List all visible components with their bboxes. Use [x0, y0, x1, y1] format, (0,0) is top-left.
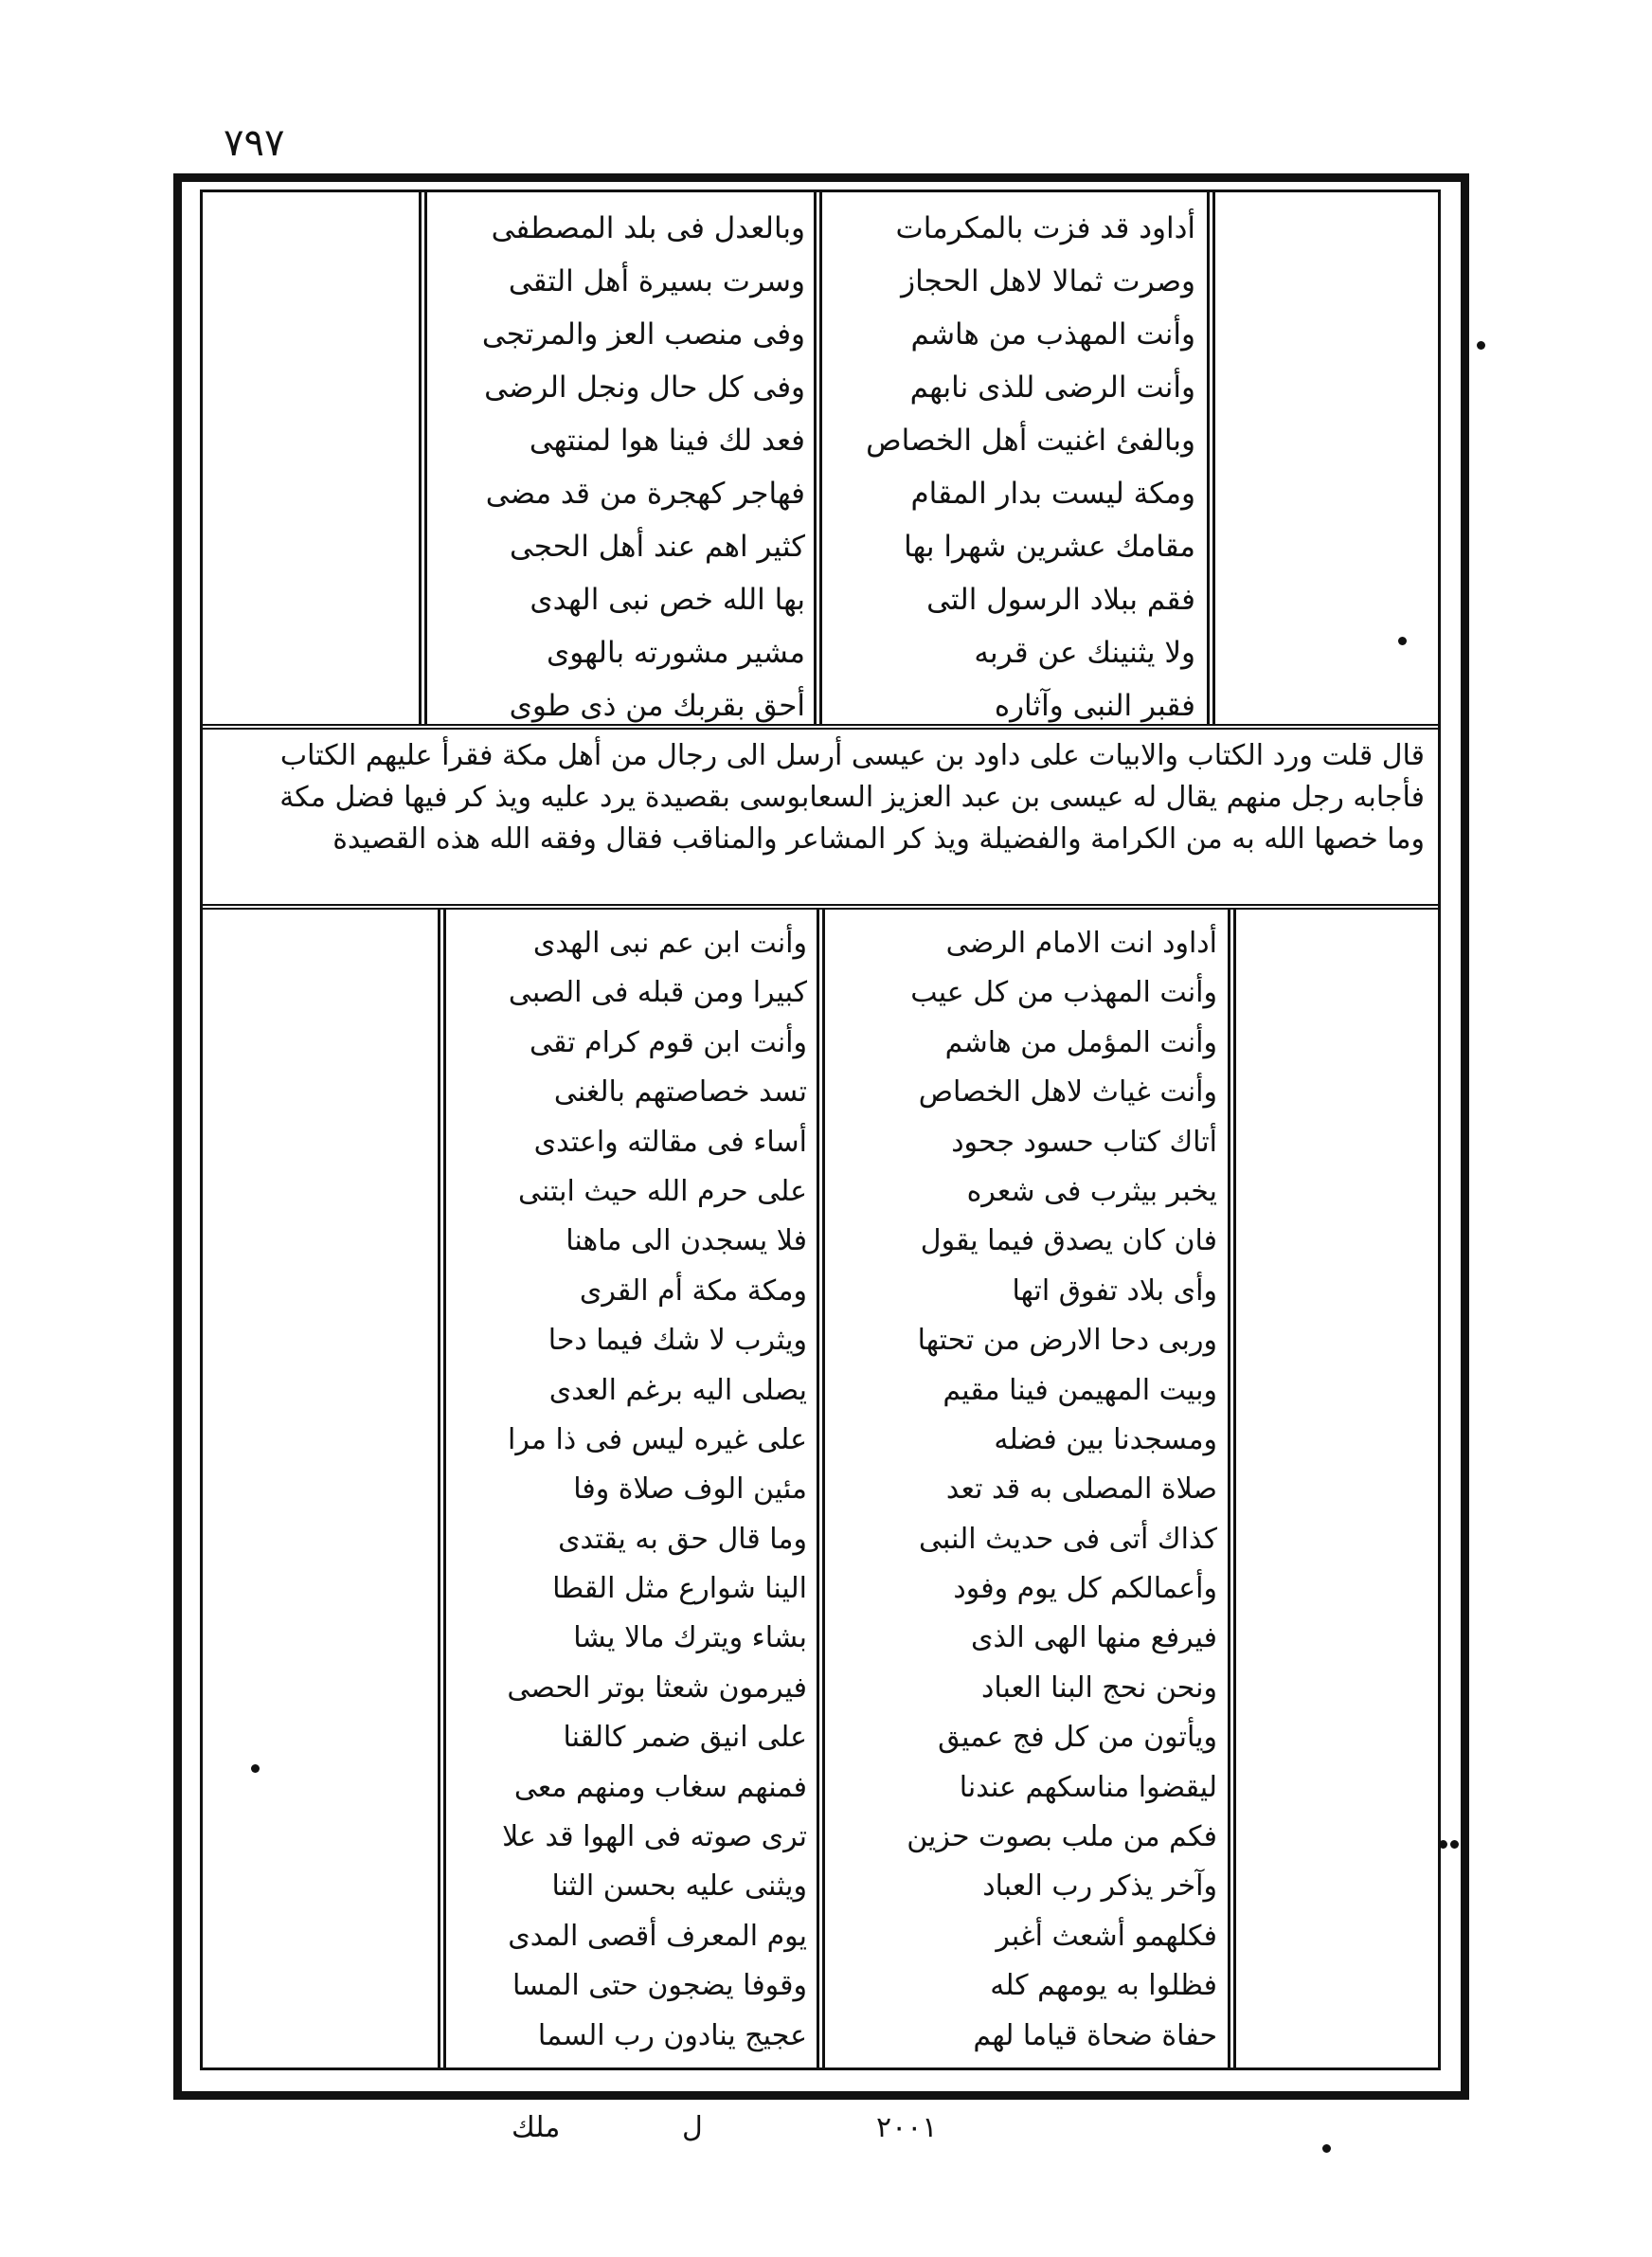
verse-line: أساء فى مقالته واعتدى: [533, 1125, 807, 1159]
verse-line: وبالفئ اغنيت أهل الخصاص: [866, 424, 1195, 458]
verse-line: ومكة ليست بدار المقام: [910, 477, 1195, 511]
top-poem-left-column: [434, 202, 805, 732]
verse-line: وأنت ابن قوم كرام تقى: [530, 1025, 807, 1059]
verse-line: ليقضوا مناسكهم عندنا: [959, 1770, 1217, 1804]
verse-line: فكلهمو أشعث أغبر: [996, 1919, 1217, 1953]
column-rule: [817, 910, 819, 2067]
scan-speck: [1439, 1840, 1447, 1849]
verse-line: عجيج ينادون رب السما: [537, 2018, 807, 2052]
intro-prose: [203, 724, 1438, 910]
verse-line: فكم من ملب بصوت حزين: [907, 1820, 1217, 1854]
prose-line: وما خصها الله به من الكرامة والفضيلة ويذ كر المشاعر والمناقب فقال وفقه الله هذه القصيدة: [332, 822, 1425, 856]
verse-line: وأنت المهذب من هاشم: [910, 317, 1195, 352]
verse-line: فقم ببلاد الرسول التى: [926, 583, 1195, 617]
verse-line: فان كان يصدق فيما يقول: [920, 1224, 1217, 1258]
column-rule: [819, 192, 822, 724]
verse-line: ونحن نحج البنا العباد: [981, 1670, 1217, 1705]
verse-line: فمنهم سغاب ومنهم معى: [513, 1770, 807, 1804]
scan-speck: [1398, 637, 1407, 645]
footer-mark: ل: [682, 2111, 703, 2144]
column-rule: [1233, 910, 1236, 2067]
page-number: ٧٩٧: [224, 121, 285, 165]
verse-line: كذاك أتى فى حديث النبى: [919, 1522, 1217, 1556]
bottom-poem-left-column: [453, 919, 807, 2061]
column-rule: [822, 910, 825, 2067]
verse-line: تسد خصاصتهم بالغنى: [553, 1075, 807, 1110]
column-rule: [1228, 910, 1230, 2067]
verse-line: على حرم الله حيث ابتنى: [518, 1174, 807, 1208]
verse-line: الينا شوارع مثل القطا: [552, 1572, 807, 1606]
verse-line: فيرفع منها الهى الذى: [971, 1621, 1217, 1655]
verse-line: مقامك عشرين شهرا بها: [904, 530, 1195, 564]
verse-line: ويثنى عليه بحسن الثنا: [551, 1869, 807, 1904]
verse-line: أتاك كتاب حسود جحود: [951, 1125, 1217, 1159]
verse-line: وأنت الرضى للذى نابهم: [909, 370, 1195, 405]
verse-line: وصرت ثمالا لاهل الحجاز: [901, 264, 1195, 298]
top-poem-right-column: [830, 202, 1195, 732]
verse-line: أداود انت الامام الرضى: [945, 927, 1217, 960]
verse-line: ويثرب لا شك فيما دحا: [548, 1324, 807, 1358]
verse-line: وآخر يذكر رب العباد: [982, 1869, 1217, 1904]
column-rule: [443, 910, 446, 2067]
verse-line: وبيت المهيمن فينا مقيم: [943, 1373, 1217, 1407]
scan-speck: [251, 1764, 260, 1773]
prose-line: قال قلت ورد الكتاب والابيات على داود بن عيسى أرسل الى رجال من أهل مكة فقرأ عليهم الكتاب: [279, 739, 1425, 772]
verse-line: على غيره ليس فى ذا مرا: [508, 1422, 807, 1456]
verse-line: وما قال حق به يقتدى: [558, 1522, 807, 1556]
footer-mark: ملك: [512, 2111, 561, 2144]
verse-line: ويأتون من كل فج عميق: [938, 1721, 1217, 1755]
verse-line: حفاة ضحاة قياما لهم: [973, 2018, 1217, 2052]
verse-line: وأنت المؤمل من هاشم: [944, 1025, 1217, 1059]
verse-line: وفى كل حال ونجل الرضى: [484, 370, 805, 405]
verse-line: ومكة مكة أم القرى: [579, 1273, 807, 1308]
verse-line: وبالعدل فى بلد المصطفى: [491, 211, 805, 245]
verse-line: ولا يثنينك عن قربه: [974, 636, 1195, 670]
footer-mark: ٢٠٠١: [876, 2111, 938, 2144]
verse-line: فقبر النبى وآثاره: [994, 689, 1195, 723]
scan-speck: [1477, 341, 1485, 350]
bottom-poem-right-column: [833, 919, 1217, 2061]
verse-line: وأنت المهذب من كل عيب: [910, 976, 1217, 1010]
verse-line: يصلى اليه برغم العدى: [548, 1373, 807, 1407]
verse-line: فهاجر كهجرة من قد مضى: [485, 477, 805, 511]
verse-line: فعد لك فينا هوا لمنتهى: [529, 424, 805, 458]
column-rule: [419, 192, 422, 724]
verse-line: فظلوا به يومهم كله: [990, 1969, 1217, 2003]
column-rule: [1207, 192, 1210, 724]
verse-line: ومسجدنا بين فضله: [994, 1422, 1217, 1456]
verse-line: وأعمالكم كل يوم وفود: [953, 1572, 1217, 1606]
verse-line: بها الله خص نبى الهدى: [530, 583, 805, 617]
verse-line: وربى دحا الارض من تحتها: [917, 1324, 1217, 1358]
verse-line: على انيق ضمر كالقنا: [563, 1721, 807, 1755]
verse-line: يخبر بيثرب فى شعره: [966, 1174, 1217, 1208]
column-rule: [814, 192, 817, 724]
prose-line: فأجابه رجل منهم يقال له عيسى بن عبد العزيز السعابوسى بقصيدة يرد عليه ويذ كر فيها فضل مكة: [279, 781, 1425, 814]
column-rule: [1212, 192, 1215, 724]
verse-line: وأنت ابن عم نبى الهدى: [532, 927, 807, 960]
verse-line: أداود قد فزت بالمكرمات: [895, 211, 1195, 245]
verse-line: وأى بلاد تفوق اتها: [1012, 1273, 1217, 1308]
verse-line: ترى صوته فى الهوا قد علا: [502, 1820, 807, 1854]
scan-speck: [1450, 1840, 1459, 1849]
verse-line: وفى منصب العز والمرتجى: [481, 317, 805, 352]
verse-line: وقوفا يضجون حتى المسا: [512, 1969, 807, 2003]
column-rule: [438, 910, 440, 2067]
footer-marks: [0, 2111, 1652, 2168]
top-poem: [203, 192, 1438, 724]
verse-line: كثير اهم عند أهل الحجى: [509, 530, 805, 564]
column-rule: [424, 192, 427, 724]
verse-line: مئين الوف صلاة وفا: [573, 1472, 807, 1507]
verse-line: وسرت بسيرة أهل التقى: [508, 264, 805, 298]
scan-speck: [1322, 2144, 1331, 2153]
bottom-poem: [203, 910, 1438, 2067]
verse-line: يوم المعرف أقصى المدى: [508, 1919, 807, 1953]
verse-line: بشاء ويترك مالا يشا: [573, 1621, 807, 1655]
verse-line: فلا يسجدن الى ماهنا: [566, 1224, 807, 1258]
verse-line: وأنت غياث لاهل الخصاص: [918, 1075, 1217, 1110]
verse-line: أحق بقربك من ذى طوى: [509, 689, 805, 723]
verse-line: صلاة المصلى به قد تعد: [945, 1472, 1217, 1507]
verse-line: كبيرا ومن قبله فى الصبى: [508, 976, 807, 1010]
verse-line: مشير مشورته بالهوى: [546, 636, 805, 670]
verse-line: فيرمون شعثا بوتر الحصى: [507, 1670, 807, 1705]
